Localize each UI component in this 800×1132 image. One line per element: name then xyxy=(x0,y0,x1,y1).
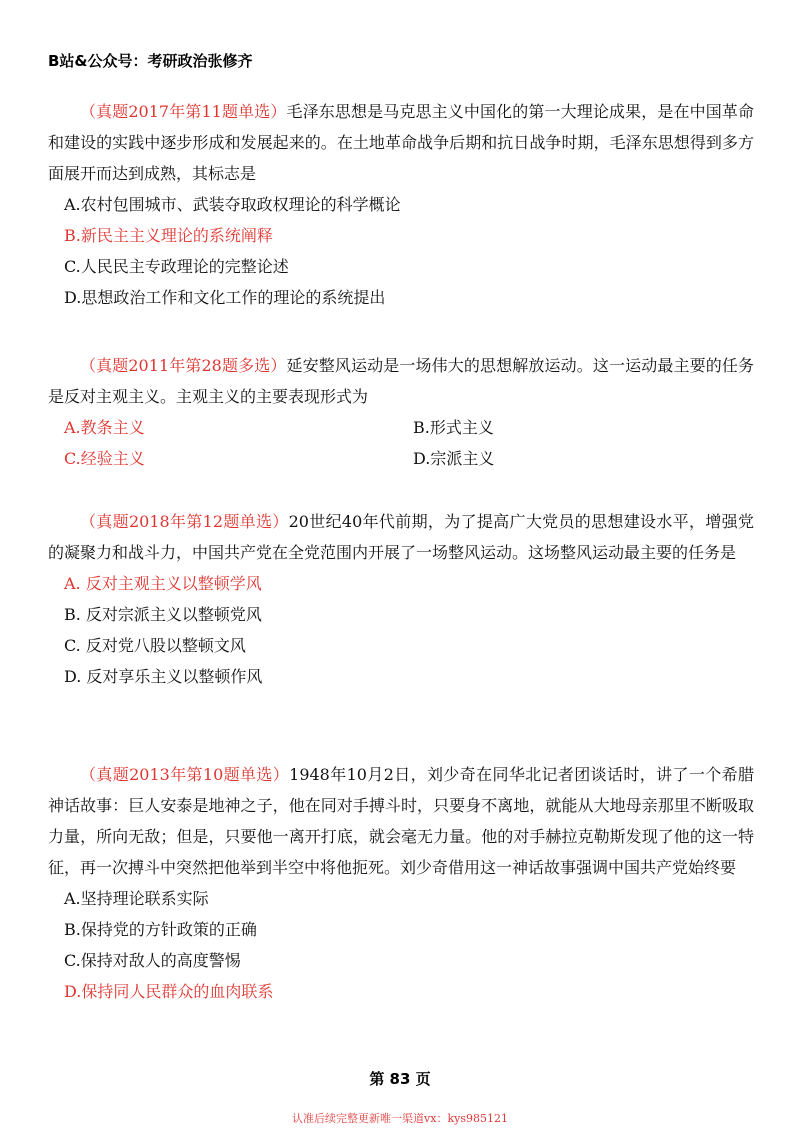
option-b: B. 反对宗派主义以整顿党风 xyxy=(64,605,262,624)
question-2 xyxy=(48,350,754,474)
option-d: D.宗派主义 xyxy=(413,449,495,468)
option-a-correct: A.教条主义 xyxy=(64,418,145,437)
option-b: B.保持党的方针政策的正确 xyxy=(64,920,257,939)
option-c-correct: C.经验主义 xyxy=(64,449,145,468)
question-source: （真题2013年第10题单选） xyxy=(80,765,290,784)
question-stem xyxy=(48,96,754,189)
option-a: A.坚持理论联系实际 xyxy=(64,889,209,908)
option-c: C.保持对敌人的高度警惕 xyxy=(64,951,241,970)
page-header: B站&公众号：考研政治张修齐 xyxy=(48,52,253,70)
question-text: 毛泽东思想是马克思主义中国化的第一大理论成果，是在中国革命和建设的实践中逐步形成和发展起来的。在土地革命战争后期和抗日战争时期，毛泽东思想得到多方面展开而达到成熟，其标志是 xyxy=(48,102,754,183)
question-stem xyxy=(48,506,754,568)
option-b: B.形式主义 xyxy=(413,418,494,437)
option-d: D. 反对享乐主义以整顿作风 xyxy=(64,667,263,686)
question-3 xyxy=(48,506,754,692)
question-stem xyxy=(48,350,754,412)
question-source: （真题2018年第12题单选） xyxy=(80,512,289,531)
option-d-correct: D.保持同人民群众的血肉联系 xyxy=(64,982,274,1001)
question-source: （真题2011年第28题多选） xyxy=(80,356,287,375)
question-stem xyxy=(48,759,754,883)
option-a: A.农村包围城市、武装夺取政权理论的科学概论 xyxy=(64,195,401,214)
question-1 xyxy=(48,96,754,313)
question-text: 1948年10月2日，刘少奇在同华北记者团谈话时，讲了一个希腊神话故事：巨人安泰是地神之子，他在同对手搏斗时，只要身不离地，就能从大地母亲那里不断吸取力量，所向无敌；但是，只要他一离开打底，就会毫无力量。他的对手赫拉克勒斯发现了他的这一特征，再一次搏斗中突然把他举到半空中将他扼死。刘少奇借用这一神话故事强调中国共产党始终要 xyxy=(48,765,754,877)
option-b-correct: B.新民主主义理论的系统阐释 xyxy=(64,226,273,245)
question-text: 20世纪40年代前期，为了提高广大党员的思想建设水平，增强党的凝聚力和战斗力，中国共产党在全党范围内开展了一场整风运动。这场整风运动最主要的任务是 xyxy=(48,512,754,562)
bottom-note: 认准后续完整更新唯一渠道vx：kys985121 xyxy=(292,1112,508,1125)
option-d: D.思想政治工作和文化工作的理论的系统提出 xyxy=(64,288,386,307)
page-number: 第 83 页 xyxy=(369,1070,431,1088)
option-a-correct: A. 反对主观主义以整顿学风 xyxy=(64,574,262,593)
option-c: C.人民民主专政理论的完整论述 xyxy=(64,257,289,276)
question-text: 延安整风运动是一场伟大的思想解放运动。这一运动最主要的任务是反对主观主义。主观主义的主要表现形式为 xyxy=(48,356,754,406)
question-4 xyxy=(48,759,754,1007)
option-c: C. 反对党八股以整顿文风 xyxy=(64,636,246,655)
question-source: （真题2017年第11题单选） xyxy=(80,102,287,121)
options-grid xyxy=(48,412,754,474)
